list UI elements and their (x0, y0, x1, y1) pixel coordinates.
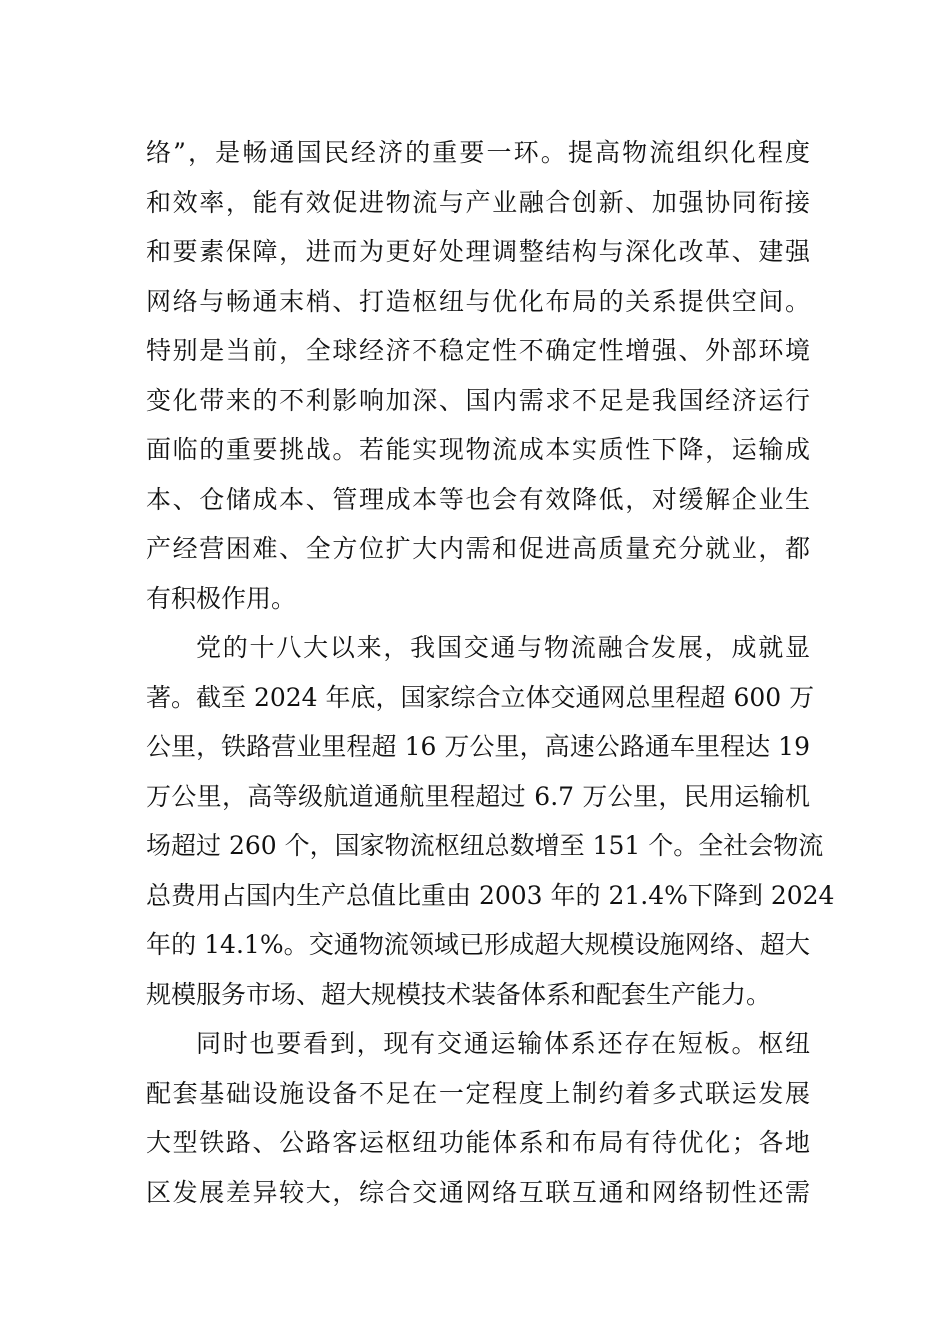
text-line: 络”，是畅通国民经济的重要一环。提高物流组织化程度 (146, 138, 810, 167)
text-line: 万公里，高等级航道通航里程超过 6.7 万公里，民用运输机 (146, 781, 810, 811)
text-line: 变化带来的不利影响加深、国内需求不足是我国经济运行 (146, 385, 810, 415)
text-line: 年的 14.1%。交通物流领域已形成超大规模设施网络、超大 (146, 930, 810, 959)
paragraph-first-line: 党的十八大以来，我国交通与物流融合发展，成就显 (196, 633, 810, 662)
text-line: 产经营困难、全方位扩大内需和促进高质量充分就业，都 (146, 534, 810, 563)
text-line: 和要素保障，进而为更好处理调整结构与深化改革、建强 (146, 237, 810, 266)
body-text (146, 128, 835, 1217)
text-line: 大型铁路、公路客运枢纽功能体系和布局有待优化；各地 (146, 1128, 810, 1157)
paragraph-first-line: 同时也要看到，现有交通运输体系还存在短板。枢纽 (196, 1029, 810, 1058)
text-line: 著。截至 2024 年底，国家综合立体交通网总里程超 600 万 (146, 682, 815, 712)
text-line: 和效率，能有效促进物流与产业融合创新、加强协同衔接 (146, 187, 810, 217)
text-line: 本、仓储成本、管理成本等也会有效降低，对缓解企业生 (146, 484, 810, 514)
paragraph-end-line: 规模服务市场、超大规模技术装备体系和配套生产能力。 (146, 979, 772, 1009)
text-line: 特别是当前，全球经济不稳定性不确定性增强、外部环境 (146, 336, 810, 365)
text-line: 网络与畅通末梢、打造枢纽与优化布局的关系提供空间。 (146, 286, 810, 316)
text-line: 总费用占国内生产总值比重由 2003 年的 21.4%下降到 2024 (146, 880, 835, 910)
text-line: 面临的重要挑战。若能实现物流成本实质性下降，运输成 (146, 435, 810, 464)
text-line: 区发展差异较大，综合交通网络互联互通和网络韧性还需 (146, 1177, 810, 1207)
paragraph-end-line: 有积极作用。 (146, 583, 297, 613)
text-line: 配套基础设施设备不足在一定程度上制约着多式联运发展 (146, 1078, 810, 1108)
text-line: 公里，铁路营业里程超 16 万公里，高速公路通车里程达 19 (146, 732, 810, 761)
text-line: 场超过 260 个，国家物流枢纽总数增至 151 个。全社会物流 (146, 831, 824, 860)
